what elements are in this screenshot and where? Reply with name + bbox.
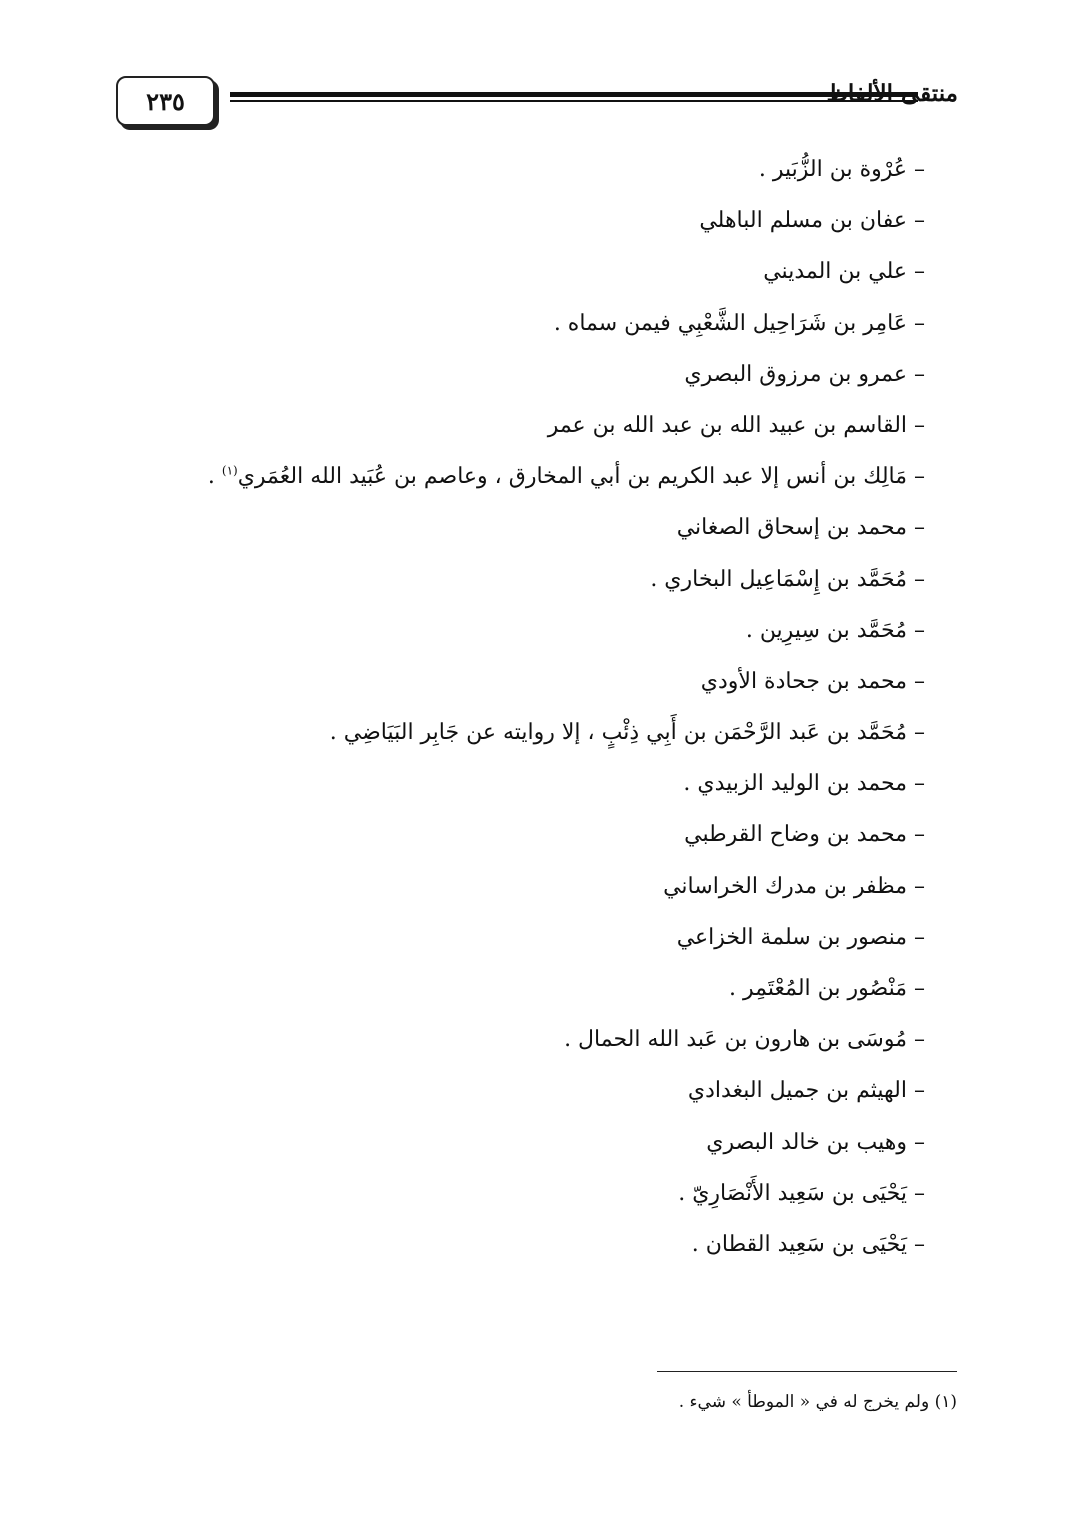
footnote-reference[interactable]: (١) <box>221 463 238 478</box>
list-item: – محمد بن الوليد الزبيدي . <box>683 771 925 797</box>
list-item: – عمرو بن مرزوق البصري <box>684 361 925 387</box>
list-item-end: . <box>207 464 222 490</box>
page-number: ٢٣٥ <box>146 86 185 116</box>
header-rule-thick <box>230 92 918 97</box>
list-item: – مُحَمَّد بن سِيرِين . <box>745 617 925 643</box>
footnote-divider <box>657 1371 957 1372</box>
list-item: – محمد بن وضاح القرطبي <box>684 822 925 848</box>
list-item-text: – مَالِك بن أنس إلا عبد الكريم بن أبي المخارق ، وعاصم بن عُبَيد الله العُمَري <box>237 464 925 490</box>
list-item: – مُحَمَّد بن عَبد الرَّحْمَن بن أَبِي ذِئْبٍ ، إلا روايته عن جَابِر البَيَاضِي . <box>329 720 925 746</box>
list-item: – عُرْوة بن الزُّبَير . <box>758 157 925 182</box>
page-number-box <box>116 76 215 126</box>
list-item: – وهيب بن خالد البصري <box>706 1129 925 1155</box>
list-item: – يَحْيَى بن سَعِيد القطان . <box>691 1231 925 1257</box>
list-item: – يَحْيَى بن سَعِيد الأَنْصَارِيّ . <box>678 1180 925 1206</box>
header-rule <box>230 92 918 102</box>
list-item: – مظفر بن مدرك الخراساني <box>663 873 925 899</box>
list-item: – مُحَمَّد بن إِسْمَاعِيل البخاري . <box>650 566 925 592</box>
list-item: – عَامِر بن شَرَاحِيل الشَّعْبِي فيمن سماه . <box>553 310 925 336</box>
list-item <box>165 451 925 502</box>
list-item: – محمد بن جحادة الأودي <box>700 668 925 694</box>
list-item: – علي بن المديني <box>763 259 925 285</box>
list-item: – مَنْصُور بن المُعْتَمِر . <box>729 976 925 1001</box>
page-header <box>112 72 962 132</box>
narrator-list <box>165 144 925 1270</box>
footnote: (١) ولم يخرج له في « الموطأ » شيء . <box>678 1392 957 1412</box>
list-item: – منصور بن سلمة الخزاعي <box>676 924 925 950</box>
list-item: – عفان بن مسلم الباهلي <box>699 208 925 234</box>
list-item: – مُوسَى بن هارون بن عَبد الله الحمال . <box>564 1027 925 1053</box>
list-item: – محمد بن إسحاق الصغاني <box>676 515 925 541</box>
header-rule-thin <box>230 100 918 102</box>
running-title: منتقى الألفاظ <box>826 80 958 107</box>
list-item: – الهيثم بن جميل البغدادي <box>687 1078 925 1104</box>
list-item: – القاسم بن عبيد الله بن عبد الله بن عمر <box>547 412 925 438</box>
